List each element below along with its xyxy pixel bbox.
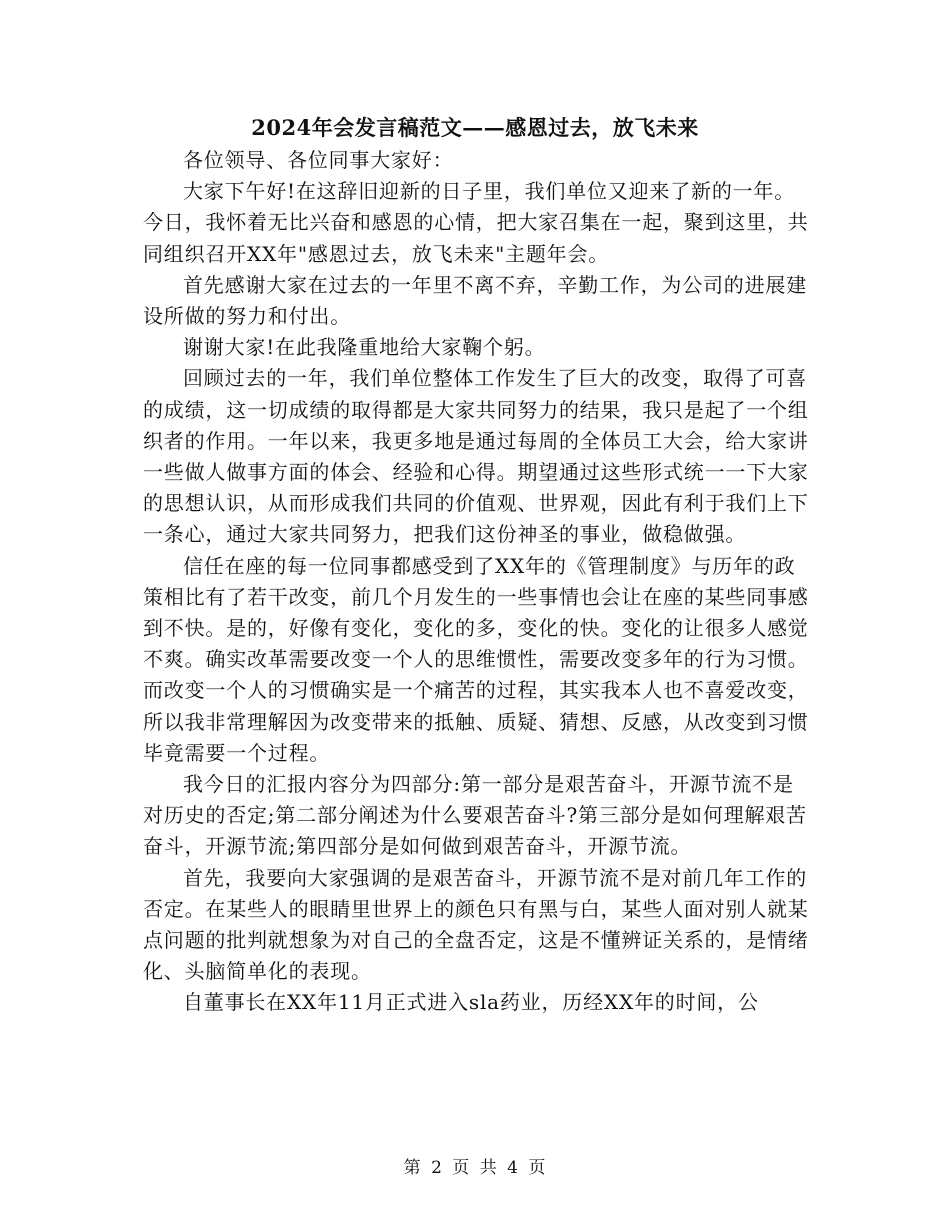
paragraph: 信任在座的每一位同事都感受到了XX年的《管理制度》与历年的政策相比有了若干改变，前几个月发生的一些事情也会让在座的某些同事感到不快。是的，好像有变化，变化的多，变化的快。变化的让很多人感觉不爽。确实改革需要改变一个人的思维惯性，需要改变多年的行为习惯。而改变一个人的习惯确实是一个痛苦的过程，其实我本人也不喜爱改变，所以我非常理解因为改变带来的抵触、质疑、猜想、反感，从改变到习惯毕竟需要一个过程。 [143,553,809,765]
paragraph: 大家下午好!在这辞旧迎新的日子里，我们单位又迎来了新的一年。今日，我怀着无比兴奋和感恩的心情，把大家召集在一起，聚到这里，共同组织召开XX年"感恩过去，放飞未来"主题年会。 [143,179,809,266]
page-footer: 第 2 页 共 4 页 [403,1158,547,1178]
paragraph: 自董事长在XX年11月正式进入sla药业，历经XX年的时间，公 [183,990,759,1015]
document-body [143,145,809,1019]
paragraph: 谢谢大家!在此我隆重地给大家鞠个躬。 [183,335,546,360]
paragraph: 回顾过去的一年，我们单位整体工作发生了巨大的改变，取得了可喜的成绩，这一切成绩的取得都是大家共同努力的结果，我只是起了一个组织者的作用。一年以来，我更多地是通过每周的全体员工大会，给大家讲一些做人做事方面的体会、经验和心得。期望通过这些形式统一一下大家的思想认识，从而形成我们共同的价值观、世界观，因此有利于我们上下一条心，通过大家共同努力，把我们这份神圣的事业，做稳做强。 [143,366,809,547]
paragraph: 我今日的汇报内容分为四部分:第一部分是艰苦奋斗，开源节流不是对历史的否定;第二部分阐述为什么要艰苦奋斗?第三部分是如何理解艰苦奋斗，开源节流;第四部分是如何做到艰苦奋斗，开源节流。 [143,772,807,859]
paragraph: 各位领导、各位同事大家好： [183,148,454,172]
document-title: 2024年会发言稿范文——感恩过去，放飞未来 [251,115,699,140]
paragraph: 首先感谢大家在过去的一年里不离不弃，辛勤工作，为公司的进展建设所做的努力和付出。 [143,272,807,329]
paragraph: 首先，我要向大家强调的是艰苦奋斗，开源节流不是对前几年工作的否定。在某些人的眼睛里世界上的颜色只有黑与白，某些人面对别人就某点问题的批判就想象为对自己的全盘否定，这是不懂辨证关系的，是情绪化、头脑简单化的表现。 [143,865,809,984]
